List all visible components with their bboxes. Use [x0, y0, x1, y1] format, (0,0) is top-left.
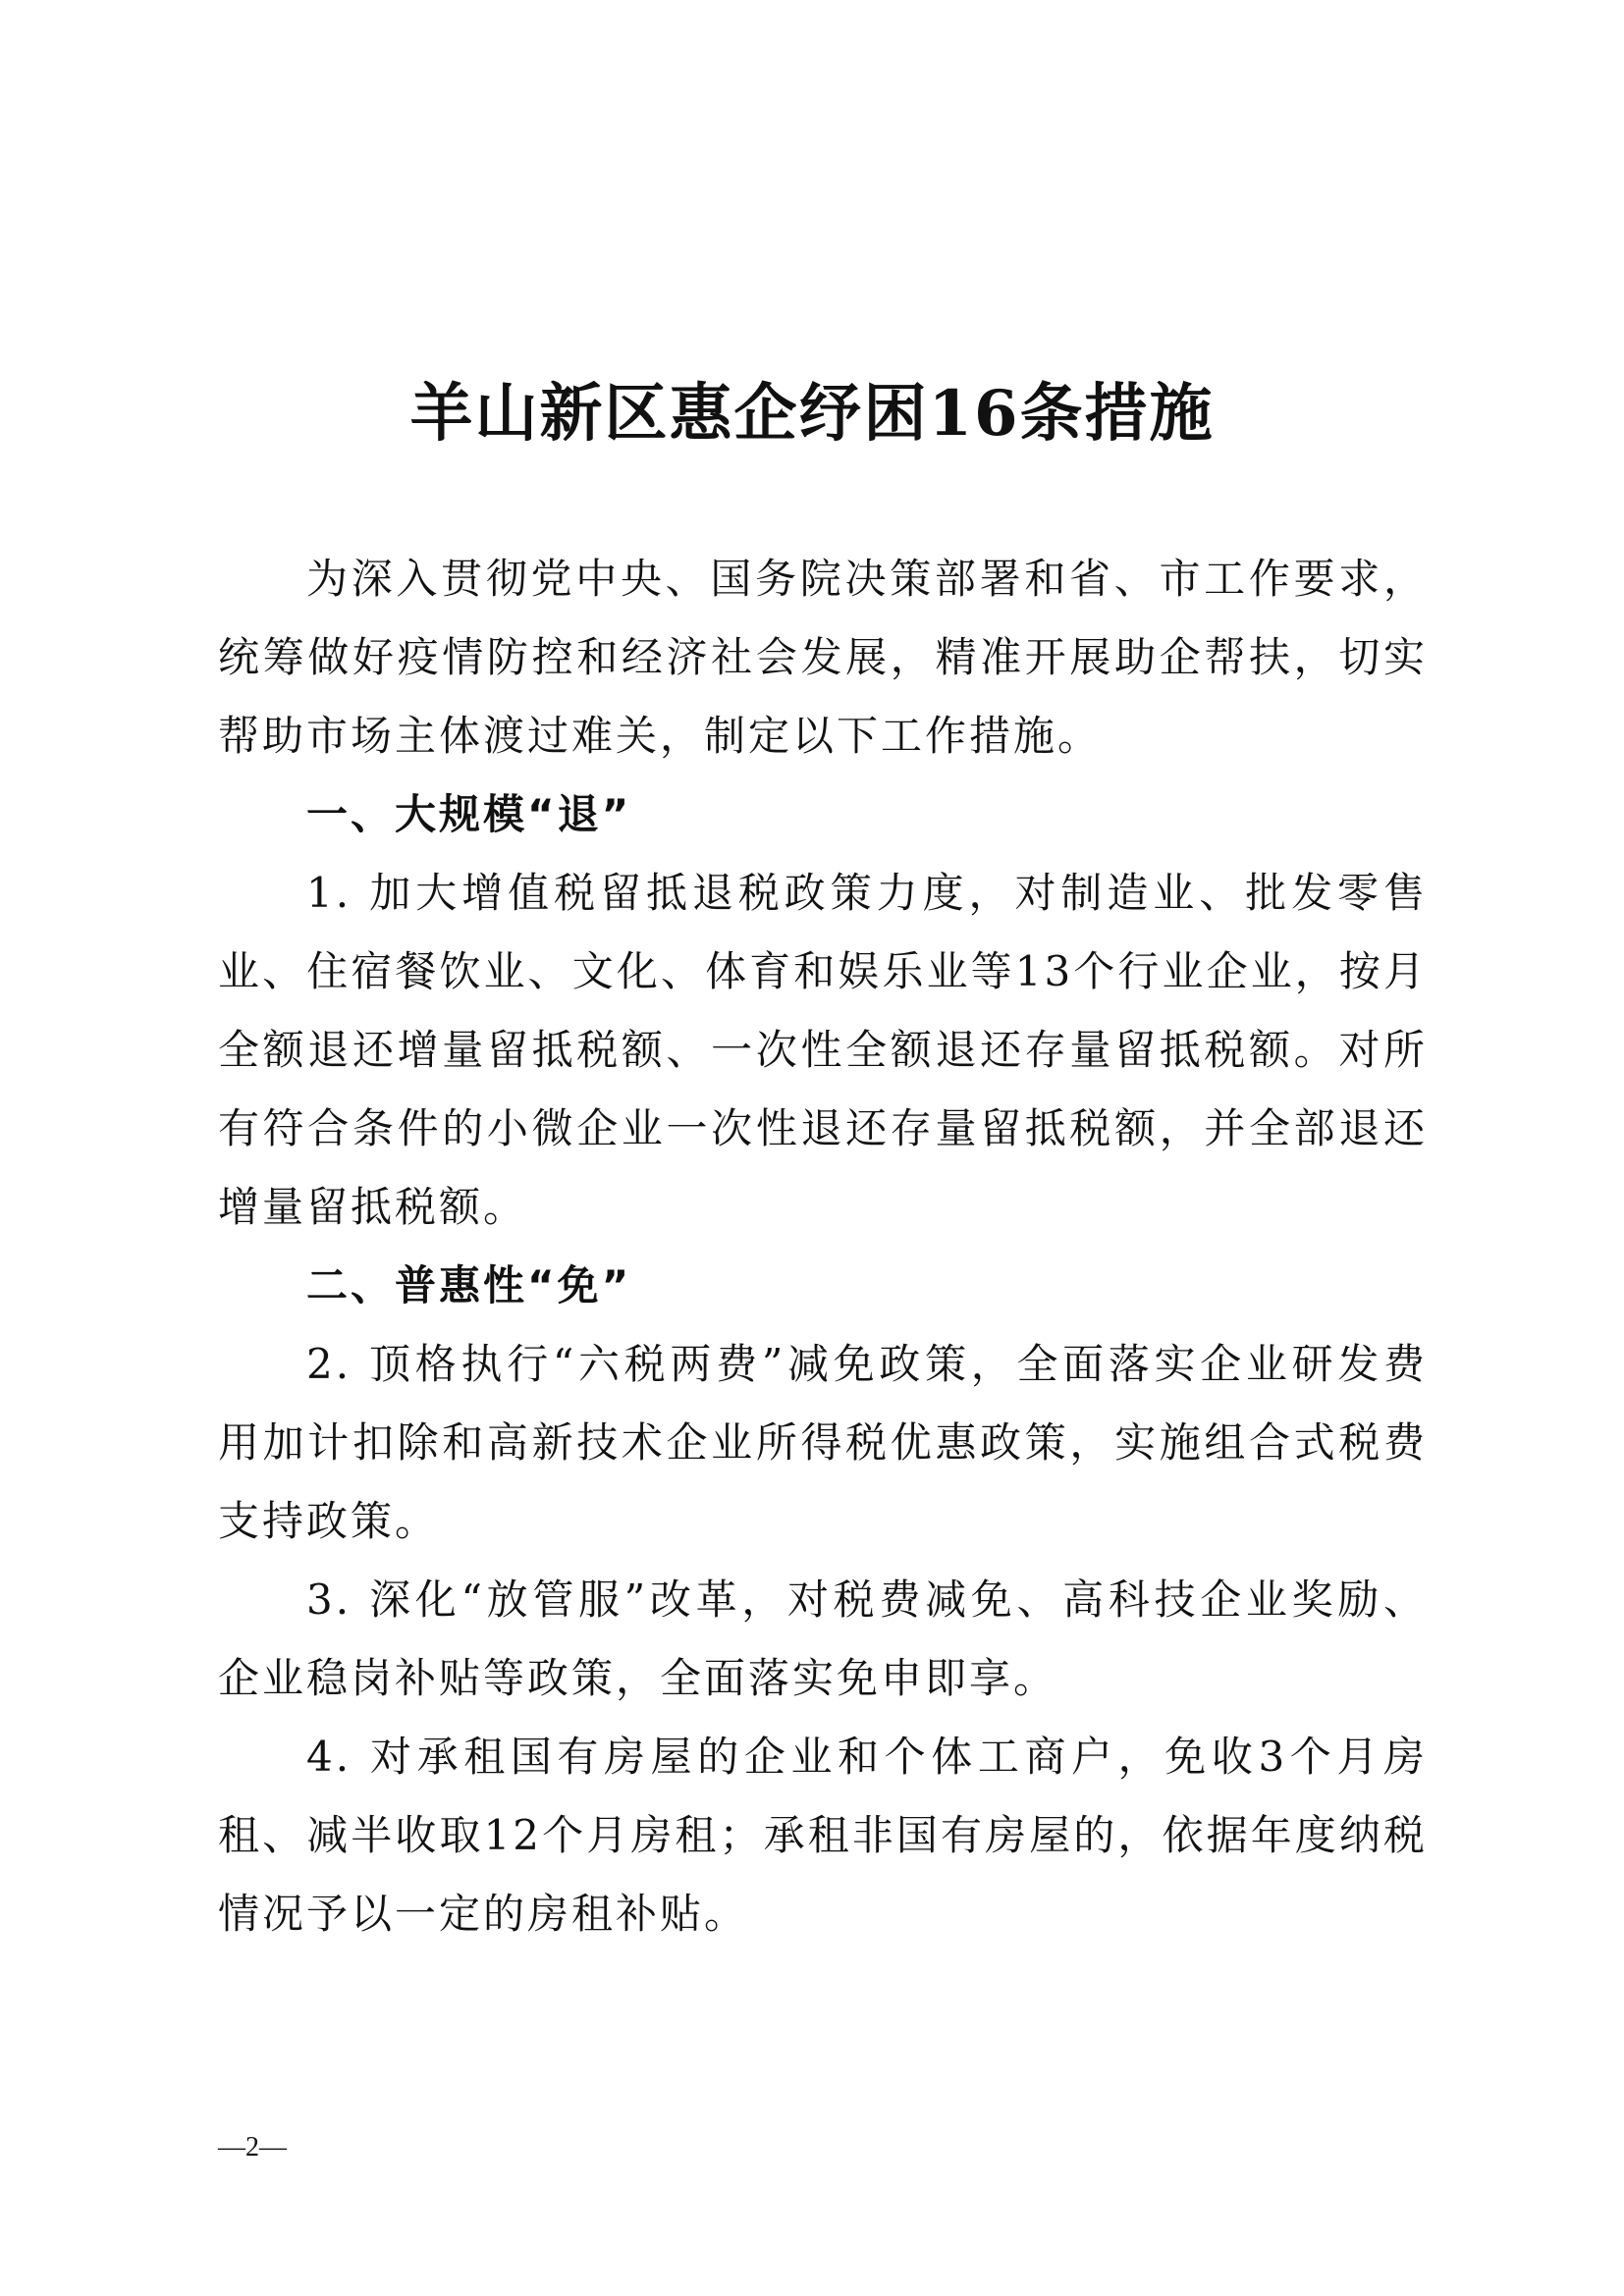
section-heading-1: 一、大规模“退” [306, 790, 632, 838]
document-title: 羊山新区惠企纾困16条措施 [409, 377, 1215, 451]
document-body [218, 540, 1428, 1953]
measure-item-1: 1. 加大增值税留抵退税政策力度，对制造业、批发零售业、住宿餐饮业、文化、体育和娱乐业等13个行业企业，按月全额退还增量留抵税额、一次性全额退还存量留抵税额。对所有符合条件的小微企业一次性退还存量留抵税额，并全部退还增量留抵税额。 [218, 869, 1428, 1231]
measure-item-3: 3. 深化“放管服”改革，对税费减免、高科技企业奖励、企业稳岗补贴等政策，全面落实免申即享。 [218, 1575, 1428, 1702]
page-number: —2— [218, 2132, 287, 2163]
measure-item-4: 4. 对承租国有房屋的企业和个体工商户，免收3个月房租、减半收取12个月房租；承租非国有房屋的，依据年度纳税情况予以一定的房租补贴。 [218, 1733, 1428, 1938]
measure-item-2: 2. 顶格执行“六税两费”减免政策，全面落实企业研发费用加计扣除和高新技术企业所得税优惠政策，实施组合式税费支持政策。 [218, 1340, 1428, 1545]
section-heading-2: 二、普惠性“免” [306, 1261, 632, 1309]
intro-paragraph: 为深入贯彻党中央、国务院决策部署和省、市工作要求，统筹做好疫情防控和经济社会发展，精准开展助企帮扶，切实帮助市场主体渡过难关，制定以下工作措施。 [218, 555, 1428, 760]
